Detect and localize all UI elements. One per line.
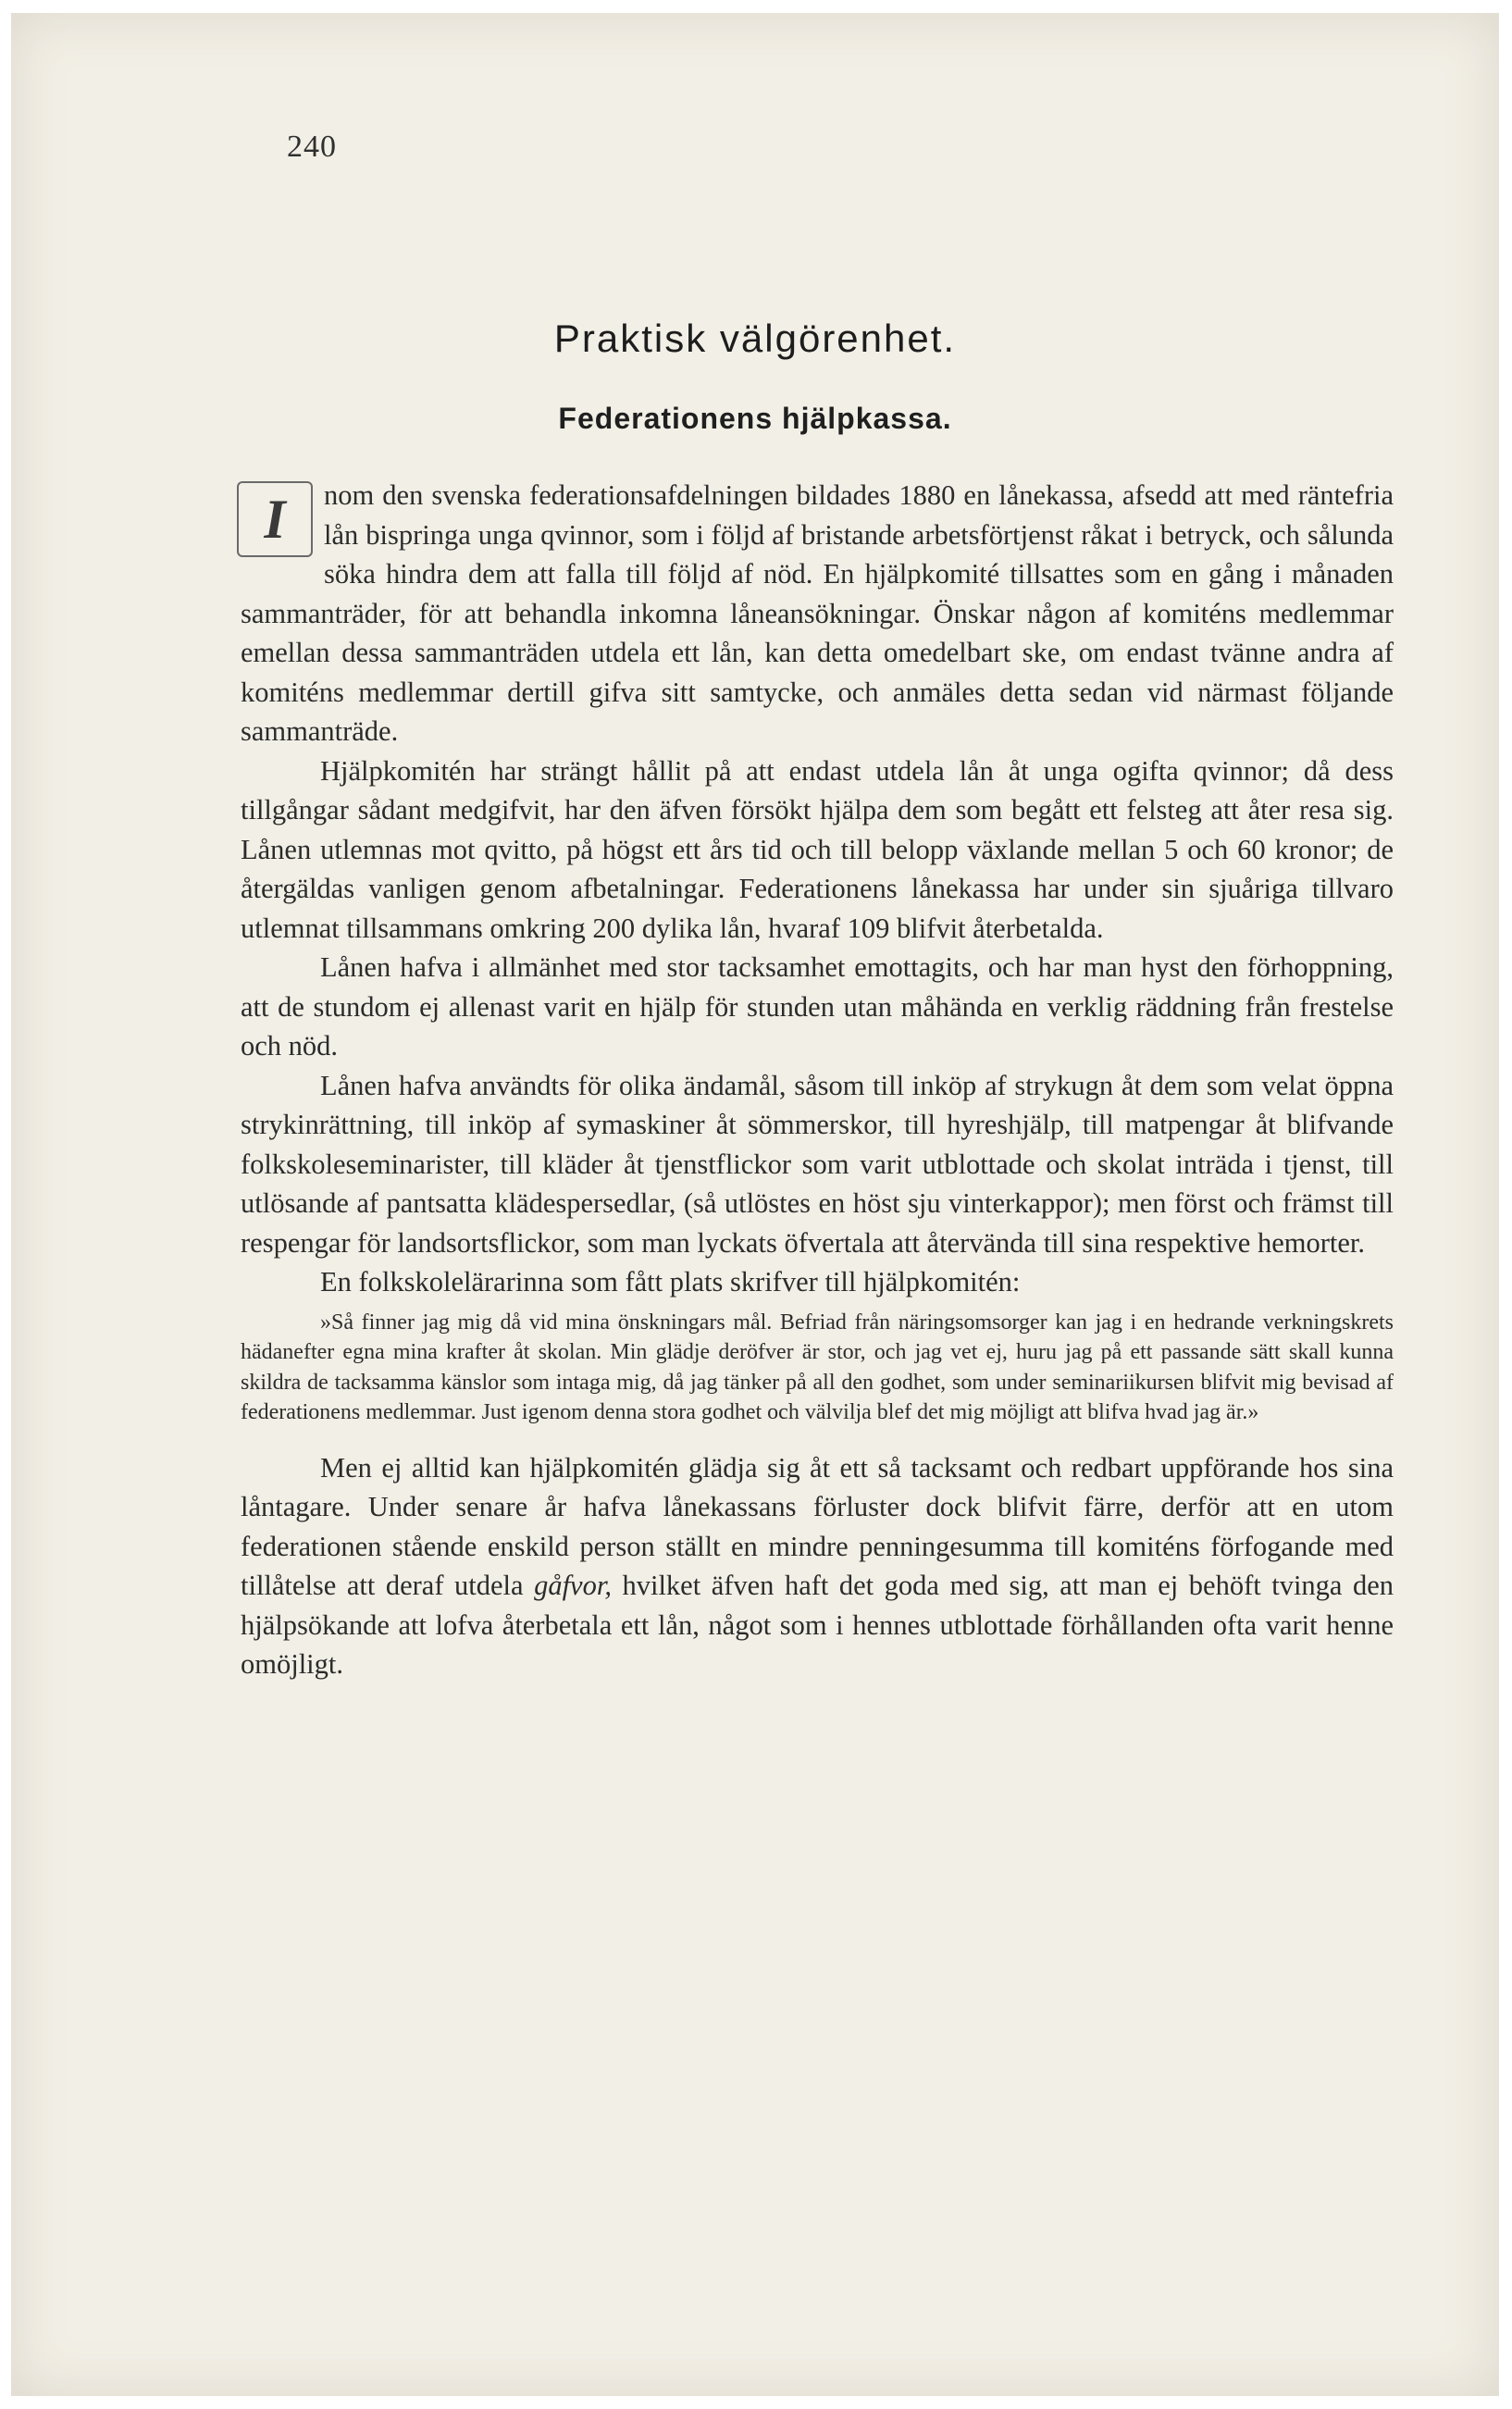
paragraph-2: Hjälpkomitén har strängt hållit på att endast utdela lån åt unga ogifta qvinnor; då dess tillgångar sådant medgifvit, har den äfven försökt hjälpa dem som begått ett felsteg att åter resa sig. Lånen utlemnas mot qvitto, på högst ett års tid och till belopp växlande mellan 5 och 60 kronor; de återgäldas vanligen genom afbetalningar. Federationens lånekassa har under sin sjuåriga tillvaro utlemnat tillsammans omkring 200 dylika lån, hvaraf 109 blifvit återbetalda. bbox=[241, 754, 1394, 944]
paragraph-4: Lånen hafva användts för olika ändamål, såsom till inköp af strykugn åt dem som velat öppna strykinrättning, till inköp af symaskiner åt sömmerskor, till hyreshjälp, till matpengar åt blifvande folkskoleseminarister, till kläder åt tjenstflickor som varit utblottade och skolat inträda i tjenst, till utlösande af pantsatta klädespersedlar, (så utlöstes en höst sju vinterkappor); men först och främst till respengar för landsortsflickor, som man lyckats öfvertala att återvända till sina respektive hemorter. bbox=[241, 1069, 1394, 1259]
paragraph-1-text: nom den svenska federationsafdelningen bildades 1880 en lånekassa, afsedd att med räntefria lån bispringa unga qvinnor, som i följd af bristande arbetsförtjenst råkat i betryck, och sålunda söka hindra dem att falla till följd af nöd. En hjälpkomité tillsattes som en gång i månaden sammanträder, för att behandla inkomna låneansökningar. Önskar någon af komiténs medlemmar emellan dessa sammanträden utdela ett lån, kan detta omedelbart ske, om endast tvänne andra af komiténs medlemmar dertill gifva sitt samtycke, och anmäles detta sedan vid närmast följande sammanträde. bbox=[241, 479, 1394, 747]
paragraph-6-text-a: Men ej alltid kan hjälpkomitén glädja sig åt ett så tacksamt och redbart uppförande hos sina låntagare. Under senare år hafva lånekassans förluster dock blifvit färre, derför att en utom federationen stående enskild person ställt en mindre penningesumma till komiténs förfogande med tillåtelse att deraf utdela bbox=[241, 1451, 1394, 1601]
paragraph-3: Lånen hafva i allmänhet med stor tacksamhet emottagits, och har man hyst den förhoppning, att de stundom ej allenast varit en hjälp för stunden utan måhända en verklig räddning från frestelse och nöd. bbox=[241, 951, 1394, 1062]
letter-quote: »Så finner jag mig då vid mina önskningars mål. Befriad från näringsomsorger kan jag i en hedrande verkningskrets hädanefter egna mina krafter åt skolan. Min glädje deröfver är stor, och jag vet ej, huru jag på ett passande sätt skall kunna skildra de tacksamma känslor som intaga mig, då jag tänker på all den godhet, som under seminariikursen blifvit mig bevisad af federationens medlemmar. Just igenom denna stora godhet och välvilja blef det mig möjligt att blifva hvad jag är.» bbox=[241, 1310, 1394, 1424]
section-subtitle: Federationens hjälpkassa. bbox=[558, 402, 952, 435]
scanned-page bbox=[11, 13, 1499, 2396]
paragraph-6-emphasis: gåfvor, bbox=[534, 1570, 612, 1601]
paragraph-6-text-b: hvilket äfven haft det goda med sig, att man ej behöft tvinga den hjälpsökande att lofva återbetala ett lån, något som i hennes utblottade förhållanden ofta varit henne omöjligt. bbox=[241, 1570, 1394, 1680]
paragraph-1 bbox=[241, 476, 1394, 751]
article-body bbox=[241, 476, 1394, 1684]
page-number: 240 bbox=[287, 130, 337, 164]
drop-cap-initial: I bbox=[237, 481, 313, 557]
paragraph-5: En folkskolelärarinna som fått plats skrifver till hjälpkomitén: bbox=[320, 1266, 1021, 1298]
paragraph-6 bbox=[241, 1448, 1394, 1684]
page-title: Praktisk välgörenhet. bbox=[553, 317, 957, 360]
